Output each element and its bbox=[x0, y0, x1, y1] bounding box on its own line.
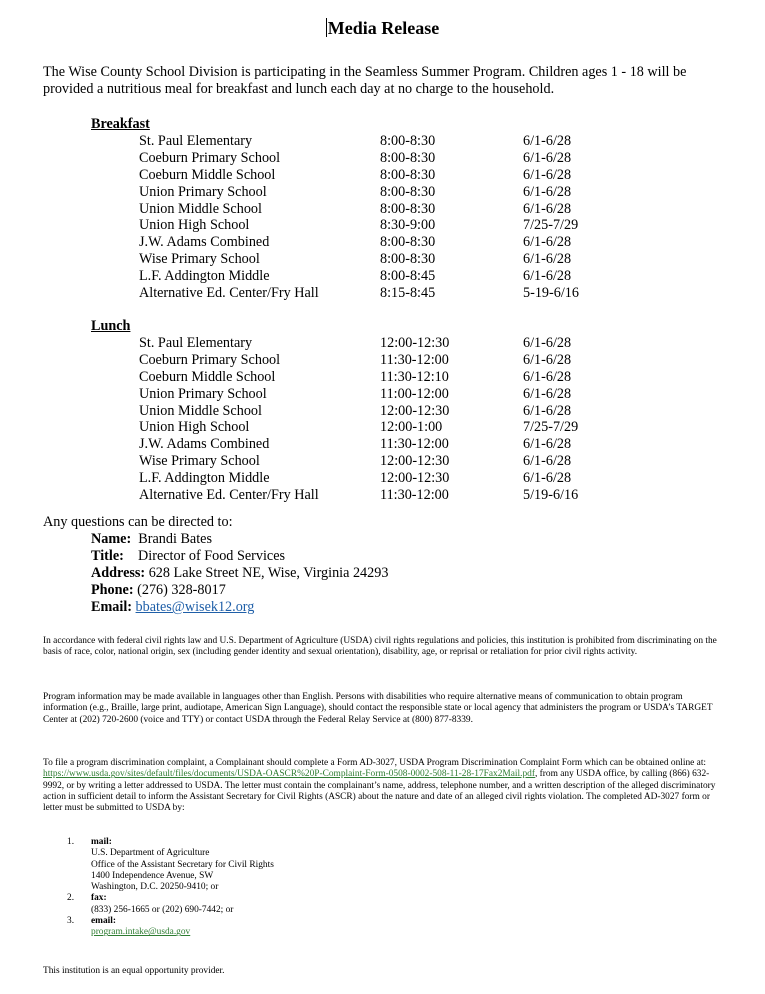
breakfast-row bbox=[139, 285, 699, 302]
complaint-text-end: , from any USDA office, by calling (866) 632-9992, or by writing a letter addressed to USDA. The letter must contain the complainant’s name, address, telephone number, and a written description of the alleged discriminatory action in sufficient detail to inform the Assistant Secretary for Civil Rights (ASCR) about the nature and date of an alleged civil rights violation. The completed AD-3027 form or letter must be submitted to USDA by: bbox=[43, 769, 716, 814]
serving-dates: 7/25-7/29 bbox=[523, 419, 579, 436]
serving-dates: 6/1-6/28 bbox=[523, 200, 572, 217]
lunch-row bbox=[139, 487, 699, 504]
contact-email: Email: bbates@wisek12.org bbox=[91, 599, 255, 615]
mail-line: Washington, D.C. 20250-9410; or bbox=[91, 882, 219, 893]
breakfast-row bbox=[139, 133, 699, 150]
school-name: St. Paul Elementary bbox=[139, 133, 253, 149]
complaint-text-start: To file a program discrimination complaint, a Complainant should complete a Form AD-3027, USDA Program Discrimination Complaint Form which can be obtained online at: bbox=[43, 758, 707, 768]
serving-dates: 6/1-6/28 bbox=[523, 268, 572, 285]
list-number: 1. bbox=[67, 837, 75, 847]
civil-rights-notice: In accordance with federal civil rights law and U.S. Department of Agriculture (USDA) civil rights regulations and policies, this institution is prohibited from discriminating on the basis of race, color, national origin, sex (including gender identity and sexual orientation), disability, age, or reprisal or retaliation for prior civil rights activity. bbox=[43, 636, 717, 658]
school-name: Union High School bbox=[139, 217, 250, 234]
school-name: Coeburn Primary School bbox=[139, 149, 281, 166]
school-name: Union Primary School bbox=[139, 385, 267, 402]
school-name: St. Paul Elementary bbox=[139, 335, 253, 351]
email-link[interactable]: bbates@wisek12.org bbox=[135, 599, 255, 615]
serving-time: 8:00-8:30 bbox=[380, 251, 436, 268]
mail-line: 1400 Independence Avenue, SW bbox=[91, 870, 214, 881]
breakfast-row bbox=[139, 201, 699, 218]
title-value: Director of Food Services bbox=[138, 548, 286, 564]
school-name: Coeburn Primary School bbox=[139, 351, 281, 368]
breakfast-row bbox=[139, 184, 699, 201]
serving-dates: 5-19-6/16 bbox=[523, 285, 579, 302]
serving-time: 12:00-12:30 bbox=[380, 470, 450, 487]
serving-time: 12:00-12:30 bbox=[380, 453, 450, 470]
fax-label: fax: bbox=[91, 893, 107, 904]
lunch-row bbox=[139, 369, 699, 386]
title-text: Media Release bbox=[327, 18, 440, 38]
lunch-row bbox=[139, 335, 699, 352]
school-name: Wise Primary School bbox=[139, 251, 260, 268]
serving-dates: 6/1-6/28 bbox=[523, 234, 572, 251]
school-name: Union Primary School bbox=[139, 183, 267, 200]
serving-time: 8:00-8:30 bbox=[380, 234, 436, 251]
serving-dates: 5/19-6/16 bbox=[523, 487, 579, 504]
serving-time: 11:00-12:00 bbox=[380, 385, 449, 402]
contact-title: Title: Director of Food Services bbox=[91, 548, 286, 564]
list-item-email bbox=[43, 916, 274, 939]
serving-time: 11:30-12:00 bbox=[380, 351, 449, 368]
contact-phone: Phone: (276) 328-8017 bbox=[91, 582, 226, 598]
lunch-row bbox=[139, 352, 699, 369]
lunch-heading: Lunch bbox=[91, 318, 131, 334]
breakfast-row bbox=[139, 217, 699, 234]
school-name: Union High School bbox=[139, 419, 250, 436]
list-item-fax bbox=[43, 893, 274, 916]
serving-dates: 6/1-6/28 bbox=[523, 368, 572, 385]
mail-label: mail: bbox=[91, 837, 112, 847]
serving-dates: 6/1-6/28 bbox=[523, 351, 572, 368]
serving-dates: 6/1-6/28 bbox=[523, 183, 572, 200]
contact-name: Name: Brandi Bates bbox=[91, 531, 212, 547]
page-title bbox=[0, 18, 765, 39]
school-name: Coeburn Middle School bbox=[139, 368, 276, 385]
school-name: Coeburn Middle School bbox=[139, 166, 276, 183]
complaint-notice bbox=[43, 758, 723, 814]
address-label: Address bbox=[91, 565, 141, 581]
school-name: J.W. Adams Combined bbox=[139, 436, 270, 453]
serving-dates: 6/1-6/28 bbox=[523, 470, 572, 487]
serving-time: 8:00-8:30 bbox=[380, 133, 436, 149]
serving-dates: 6/1-6/28 bbox=[523, 402, 572, 419]
contact-address: Address: 628 Lake Street NE, Wise, Virginia 24293 bbox=[91, 565, 389, 581]
lunch-row bbox=[139, 403, 699, 420]
school-name: Wise Primary School bbox=[139, 453, 260, 470]
breakfast-heading: Breakfast bbox=[91, 116, 150, 132]
serving-time: 8:00-8:30 bbox=[380, 149, 436, 166]
list-number: 2. bbox=[67, 893, 75, 904]
serving-time: 12:00-12:30 bbox=[380, 402, 450, 419]
breakfast-row bbox=[139, 167, 699, 184]
lunch-row bbox=[139, 436, 699, 453]
email-label: Email bbox=[91, 599, 128, 615]
school-name: J.W. Adams Combined bbox=[139, 234, 270, 251]
school-name: Union Middle School bbox=[139, 402, 262, 419]
serving-dates: 6/1-6/28 bbox=[523, 436, 572, 453]
contact-block bbox=[91, 531, 388, 616]
serving-dates: 6/1-6/28 bbox=[523, 251, 572, 268]
serving-dates: 6/1-6/28 bbox=[523, 335, 572, 351]
equal-opportunity-statement: This institution is an equal opportunity provider. bbox=[43, 966, 225, 976]
serving-dates: 6/1-6/28 bbox=[523, 166, 572, 183]
lunch-row bbox=[139, 386, 699, 403]
breakfast-row bbox=[139, 268, 699, 285]
fax-line: (833) 256-1665 or (202) 690-7442; or bbox=[91, 904, 234, 915]
phone-value: (276) 328-8017 bbox=[137, 582, 226, 598]
email-list-label: email: bbox=[91, 916, 116, 927]
serving-dates: 6/1-6/28 bbox=[523, 149, 572, 166]
submission-list bbox=[43, 837, 274, 939]
usda-email-link[interactable]: program.intake@usda.gov bbox=[91, 927, 191, 938]
serving-dates: 6/1-6/28 bbox=[523, 133, 572, 149]
intro-paragraph: The Wise County School Division is participating in the Seamless Summer Program. Children ages 1 - 18 will be provided a nutritious meal for breakfast and lunch each day at no charge to the household. bbox=[43, 64, 687, 97]
address-value: 628 Lake Street NE, Wise, Virginia 24293 bbox=[148, 565, 389, 581]
lunch-row bbox=[139, 419, 699, 436]
language-notice: Program information may be made available in languages other than English. Persons with disabilities who require alternative means of communication to obtain program information (e.g., Braille, large print, audiotape, American Sign Language), should contact the responsible state or local agency that administers the program or USDA’s TARGET Center at (202) 720-2600 (voice and TTY) or contact USDA through the Federal Relay Service at (800) 877-8339. bbox=[43, 692, 713, 725]
school-name: Alternative Ed. Center/Fry Hall bbox=[139, 487, 319, 504]
serving-dates: 6/1-6/28 bbox=[523, 453, 572, 470]
serving-time: 12:00-1:00 bbox=[380, 419, 443, 436]
breakfast-schedule bbox=[139, 133, 699, 302]
lunch-row bbox=[139, 453, 699, 470]
lunch-row bbox=[139, 470, 699, 487]
serving-time: 8:15-8:45 bbox=[380, 285, 436, 302]
complaint-form-link[interactable]: https://www.usda.gov/sites/default/files/documents/USDA-OASCR%20P-Complaint-Form-0508-0002-508-11-28-17Fax2Mail.pdf bbox=[43, 769, 535, 780]
school-name: Alternative Ed. Center/Fry Hall bbox=[139, 285, 319, 302]
mail-line: U.S. Department of Agriculture bbox=[91, 848, 210, 859]
serving-dates: 7/25-7/29 bbox=[523, 217, 579, 234]
text-cursor bbox=[326, 18, 327, 37]
serving-time: 8:30-9:00 bbox=[380, 217, 436, 234]
serving-time: 8:00-8:30 bbox=[380, 200, 436, 217]
name-label: Name bbox=[91, 531, 127, 547]
list-item-mail bbox=[43, 837, 274, 893]
school-name: L.F. Addington Middle bbox=[139, 470, 270, 487]
questions-line: Any questions can be directed to: bbox=[43, 514, 233, 530]
phone-label: Phone bbox=[91, 582, 129, 598]
list-number: 3. bbox=[67, 916, 75, 927]
serving-time: 8:00-8:45 bbox=[380, 268, 436, 285]
serving-time: 11:30-12:00 bbox=[380, 436, 449, 453]
breakfast-row bbox=[139, 150, 699, 167]
name-value: Brandi Bates bbox=[138, 531, 212, 547]
breakfast-row bbox=[139, 234, 699, 251]
title-label: Title bbox=[91, 548, 120, 564]
school-name: Union Middle School bbox=[139, 200, 262, 217]
breakfast-row bbox=[139, 251, 699, 268]
serving-time: 12:00-12:30 bbox=[380, 335, 450, 351]
mail-line: Office of the Assistant Secretary for Civil Rights bbox=[91, 859, 274, 870]
serving-time: 8:00-8:30 bbox=[380, 183, 436, 200]
serving-time: 11:30-12:00 bbox=[380, 487, 449, 504]
serving-time: 11:30-12:10 bbox=[380, 368, 449, 385]
serving-time: 8:00-8:30 bbox=[380, 166, 436, 183]
serving-dates: 6/1-6/28 bbox=[523, 385, 572, 402]
lunch-schedule bbox=[139, 335, 699, 504]
school-name: L.F. Addington Middle bbox=[139, 268, 270, 285]
